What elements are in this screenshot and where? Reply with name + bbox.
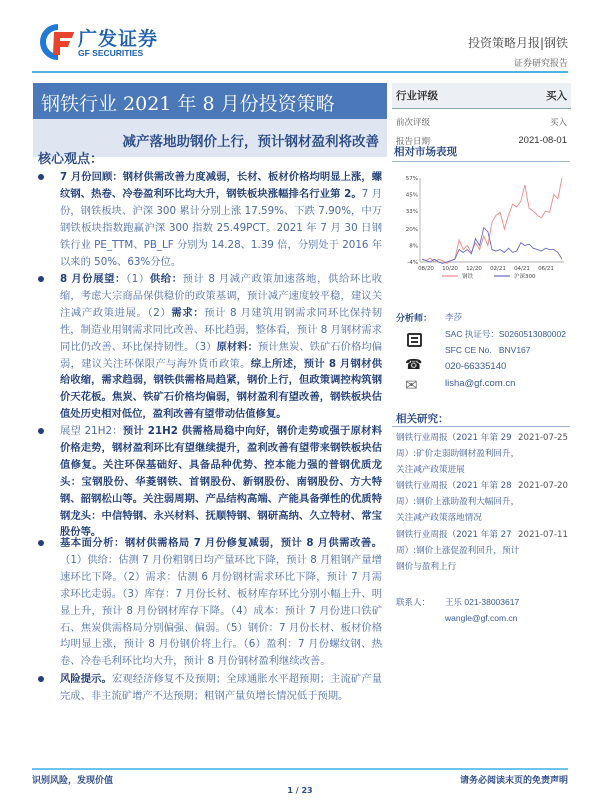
core-views-heading: 核心观点：: [38, 152, 104, 167]
legend-label: 沪深300: [514, 274, 536, 280]
contact-label: 联系人：: [396, 598, 431, 608]
divider: [392, 161, 570, 162]
divider: [392, 426, 570, 427]
y-tick-label: 57%: [405, 176, 418, 182]
x-tick-label: 10/20: [442, 266, 458, 272]
related-item[interactable]: 钢铁行业周报（2021 年第 27 周）:钢价上涨促盈利回升，预计钢价与盈利上行 2021-07-11: [396, 527, 568, 576]
x-tick-label: 08/20: [418, 266, 434, 272]
bullet-21h2-outlook: 展望 21H2：预计 21H2 供需格局稳中向好，钢价走势或强于原材料价格走势，钢材盈利环比有望继续提升，盈利改善有望带来钢铁板块估值修复。关注环保基础好、具备品种优势、控本能力强的普钢优质龙头：宝钢股份、华菱钢铁、首钢股份、新钢股份、南钢股份、方大特钢、韶钢松山等。关注弱周期、产品结构高端、产能具备弹性的优质特钢龙头：中信特钢、永兴材料、抚顺特钢、钢研高纳、久立特材、常宝股份等。: [60, 423, 382, 541]
bullet-fundamentals: 基本面分析：钢材供需格局 7 月份修复减弱，预计 8 月供需改善。（1）供给：估测 7 月份粗钢日均产量环比下降，预计 8 月粗钢产量增速环比下降。（2）需求：估测 6 月份钢材需求环比下降，预计 7 月需求环比走弱。（3）库存：7 月份长材、板材库存环比分别小幅上升、明显上升，预计 8 月份钢材库存下降。（4）成本：预计 7 月份进口铁矿石、焦炭供需格局分别偏强、偏弱。（5）钢价：7 月份长材、板材价格均明显上涨，预计 8 月份钢价将上行。（6）盈利：7 月份螺纹钢、热卷、冷卷毛利环比均大升，预计 8 月份钢材盈利继续改善。: [60, 535, 382, 670]
y-tick-label: 45%: [405, 192, 418, 199]
report-type: 投资策略月报|钢铁: [467, 36, 568, 50]
bullet-icon: [38, 676, 44, 682]
analyst-email[interactable]: lisha@gf.com.cn: [445, 378, 516, 389]
bullet-icon: [38, 540, 44, 546]
bullet-risk: 风险提示。宏观经济修复不及预期；全球通胀水平超预期；主流矿产量完成、非主流矿增产不达预期；粗钢产量负增长情况低于预期。: [60, 671, 382, 705]
bullet-august-outlook: 8 月份展望：（1）供给：预计 8 月减产政策加速落地，供给环比收缩，考虑大宗商品保供稳价的政策基调，预计减产速度较平稳，建议关注减产政策进展。（2）需求：预计 8 月建筑用钢需求同环比保持韧性，制造业用钢需求同比改善、环比趋弱，整体看，预计 8 月钢材需求同比仍改善、环比保持韧性。（3）原材料：预计焦炭、铁矿石价格均偏弱，建议关注环保限产与海外货币政策。综上所述，预计 8 月钢材供给收缩，需求趋弱，钢铁供需格局趋紧，钢价上行，但政策调控构筑钢价天花板。焦炭、铁矿石价格均偏弱，钢材盈利有望改善，钢铁板块估值处历史相对低位，盈利改善有望带动估值修复。: [60, 271, 382, 423]
related-date: 2021-07-11: [518, 530, 568, 540]
x-tick-label: 06/21: [538, 266, 554, 272]
rating-box: [392, 83, 571, 150]
sfc-number: SFC CE No. BNV167: [445, 345, 531, 355]
page-number: 1 / 23: [287, 786, 313, 795]
contact-email[interactable]: wangle@gf.com.cn: [445, 613, 518, 623]
prev-rating-value: 买入: [549, 118, 567, 128]
footer-divider: [32, 768, 568, 770]
footer-disclaimer: 请务必阅读末页的免责声明: [459, 776, 568, 786]
related-date: 2021-07-25: [518, 433, 568, 443]
series-line-hs300: [422, 228, 562, 264]
certificate-icon: [407, 333, 422, 347]
y-tick-label: 20%: [405, 226, 418, 233]
date-value: 2021-08-01: [518, 135, 567, 146]
gf-logo-icon: [38, 24, 76, 60]
analyst-phone: 020-66335140: [445, 361, 507, 372]
prev-rating-label: 前次评级: [396, 118, 431, 128]
brand-name-en: GF SECURITIES: [78, 48, 144, 58]
contact-phone: 王乐 021-38003617: [445, 597, 520, 607]
bullet-icon: [38, 174, 44, 180]
y-tick-label: 8%: [409, 243, 418, 250]
x-tick-label: 02/21: [490, 266, 506, 272]
page-title: 钢铁行业 2021 年 8 月份投资策略: [33, 83, 387, 119]
sac-number: SAC 执证号：S0260513080002: [445, 329, 566, 339]
legend-label: 钢铁: [462, 274, 474, 280]
market-performance-heading: 相对市场表现: [394, 146, 457, 158]
header-divider: [32, 71, 568, 73]
rating-label: 行业评级: [396, 90, 438, 102]
relative-performance-chart: [392, 170, 570, 282]
related-date: 2021-07-20: [518, 481, 568, 491]
report-class: 证券研究报告: [513, 59, 568, 69]
related-item[interactable]: 钢铁行业周报（2021 年第 29 周）:矿价走弱助钢材盈利回升，关注减产政策进展 2021-07-25: [396, 430, 568, 479]
analyst-name: 李莎: [445, 313, 463, 323]
rating-value: 买入: [546, 90, 567, 102]
x-tick-label: 04/21: [514, 266, 530, 272]
related-research-heading: 相关研究：: [396, 413, 449, 425]
y-tick-label: -4%: [407, 260, 418, 266]
brand-name: 广发证券: [78, 28, 159, 50]
phone-icon: ☎: [405, 357, 423, 373]
x-tick-label: 12/20: [466, 266, 482, 272]
bullet-july-review: 7 月份回顾：钢材供需改善力度减弱，长材、板材价格均明显上涨，螺纹钢、热卷、冷卷盈利环比均大升，钢铁板块涨幅排名行业第 2。7 月份，钢铁板块、沪深 300 累计分别上涨 17.59%、下跌 7.90%，中万钢铁板块指数跑赢沪深 300 指数 25.49PCT。2021 年 7 月 30 日钢铁行业 PE_TTM、PB_LF 分别为 14.28、1.39 倍，分别处于 2016 年以来的 50%、63%分位。: [60, 169, 382, 270]
y-tick-label: 33%: [405, 209, 418, 216]
page-subtitle: 减产落地助钢价上行，预计钢材盈利将改善: [33, 119, 387, 157]
footer-slogan: 识别风险，发现价值: [32, 776, 114, 786]
related-item[interactable]: 钢铁行业周报（2021 年第 28 周）:钢价上涨助盈利大幅回升，关注减产政策落地情况 2021-07-20: [396, 478, 568, 527]
email-icon: ✉: [405, 376, 418, 394]
date-label: 报告日期: [396, 137, 431, 147]
bullet-icon: [38, 428, 44, 434]
bullet-icon: [38, 276, 44, 282]
analyst-label: 分析师：: [396, 314, 433, 324]
